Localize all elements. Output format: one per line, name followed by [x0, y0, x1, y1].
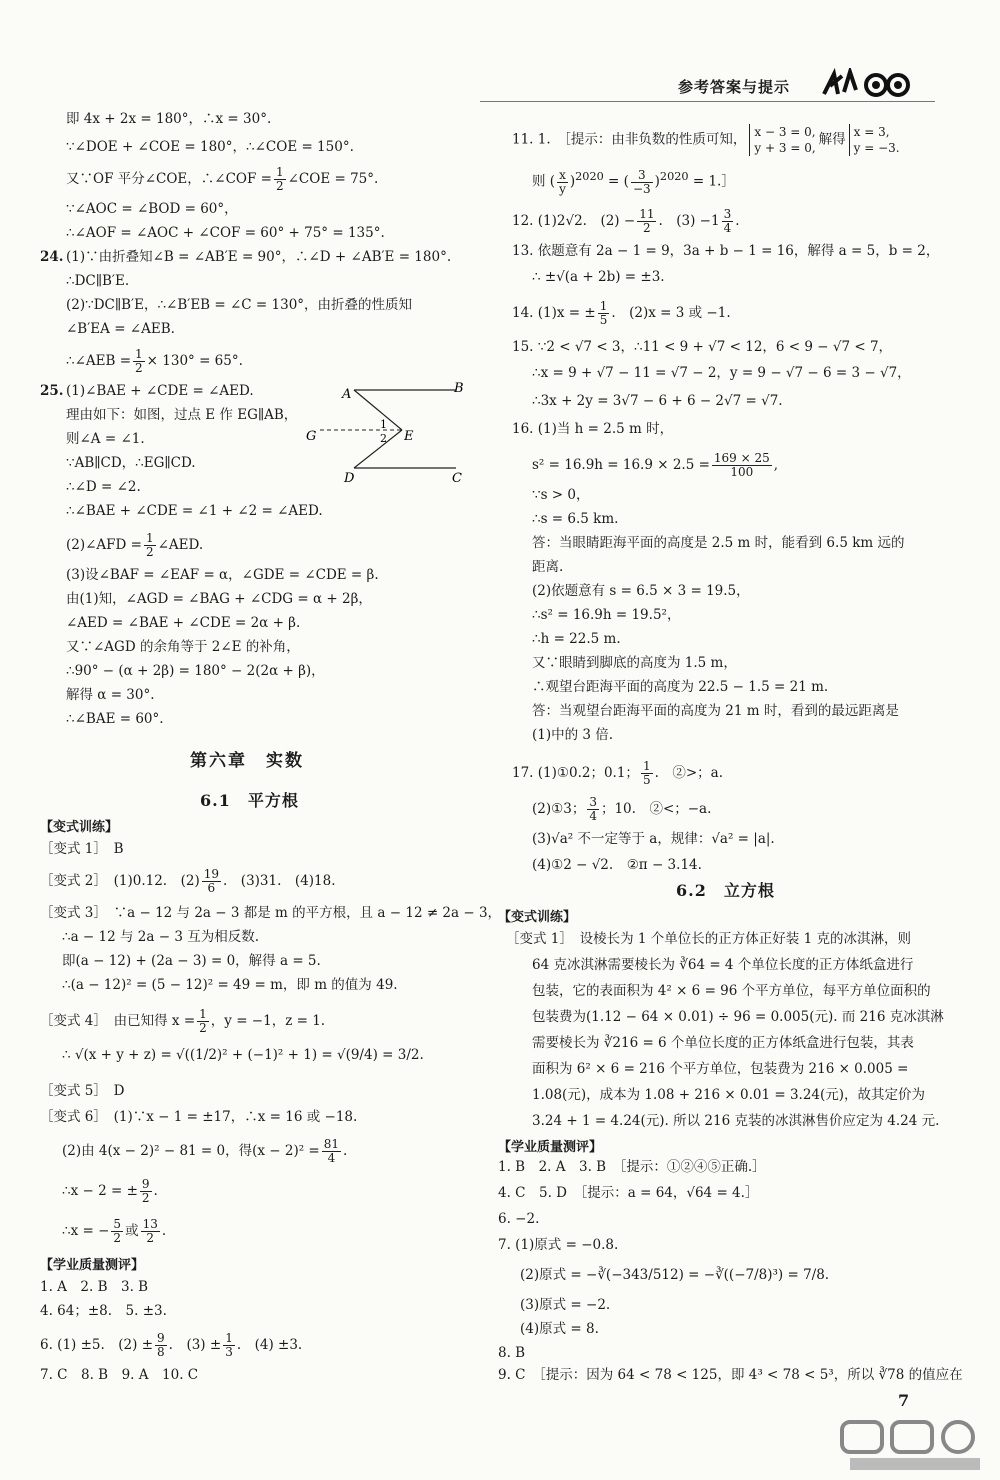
text-line: 1. A 2. B 3. B [40, 1279, 149, 1295]
fraction: $\frac{3}{4}$ [589, 795, 597, 823]
text-span: 解得 [818, 131, 846, 148]
fraction: $\frac{19}{6}$ [203, 867, 220, 895]
fraction: $\frac{1}{2}$ [199, 1007, 207, 1035]
text-line: 包装，它的表面积为 4² × 6 = 96 个平方单位，每平方单位面积的 [532, 983, 931, 999]
text-line: 需要棱长为 ∛216 = 6 个单位长度的正方体纸盒进行包装，其表 [532, 1035, 914, 1051]
text-line: ∵AB∥CD，∴EG∥CD. [66, 455, 196, 471]
brand-logo [820, 68, 912, 100]
text-line: ［变式 1］ B [40, 841, 124, 857]
fraction: $\frac{1}{3}$ [225, 1331, 233, 1359]
equation-system: x = 3, y = −3. [849, 124, 900, 156]
fraction: $\frac{169 \times 25}{100}$ [713, 451, 770, 479]
subsection-tag: 【学业质量测评】 [40, 1258, 145, 1273]
text-span: . (3) ± [168, 1337, 222, 1353]
line-ae [354, 390, 402, 430]
text-line [40, 1332, 302, 1359]
fraction: $\frac{1}{2}$ [275, 165, 284, 193]
text-line: 4. 64；±8. 5. ±3. [40, 1303, 167, 1319]
text-line: (1)中的 3 倍. [532, 727, 614, 743]
question-number: 25. [40, 383, 64, 399]
fraction: $\frac{9}{2}$ [141, 1177, 150, 1205]
text-line: (1)∠BAE + ∠CDE = ∠AED. [66, 383, 254, 399]
angle-2-label: 2 [380, 432, 387, 445]
fraction: $\frac{1}{2}$ [145, 531, 154, 559]
text-span: 17. (1)①0.2；0.1； [512, 765, 639, 781]
text-span: . (2)x = 3 或 −1. [611, 305, 731, 321]
text-line: 则∠A = ∠1. [66, 431, 145, 447]
subsection-tag: 【变式训练】 [40, 820, 119, 835]
header-rule [480, 101, 935, 102]
question-number: 24. [40, 249, 64, 265]
label-c: C [452, 471, 462, 486]
text-line: 又∵眼睛到脚底的高度为 1.5 m， [532, 655, 737, 671]
text-line: ∴DC∥B′E. [66, 273, 130, 289]
text-line: ∴∠BAE = 60°. [66, 711, 164, 727]
text-line: (2)原式 = −∛(−343/512) = −∛((−7/8)³) = 7/8. [520, 1267, 830, 1283]
subsection-tag: 【学业质量测评】 [498, 1140, 603, 1155]
text-line: ∴s² = 16.9h = 19.5²， [532, 607, 681, 623]
text-line: ∵s > 0， [532, 487, 590, 503]
label-e: E [404, 429, 414, 444]
text-line: 3.24 + 1 = 4.24(元). 所以 216 克装的冰淇淋售价应定为 4.24 元. [532, 1113, 940, 1129]
chapter-title: 第六章 实数 [190, 751, 304, 771]
text-line: 8. B [498, 1345, 526, 1361]
fraction: $\frac{81}{4}$ [323, 1137, 340, 1165]
text-line: (4)原式 = 8. [520, 1321, 599, 1337]
text-line [66, 166, 378, 193]
text-line: 7. C 8. B 9. A 10. C [40, 1367, 199, 1383]
watermark-logo [840, 1418, 990, 1474]
text-line [512, 760, 723, 787]
text-span: . (3)31. (4)18. [223, 873, 336, 889]
section-title: 6.1 平方根 [200, 791, 299, 810]
text-line: (4)①2 − √2. ②π − 3.14. [532, 857, 702, 873]
text-line: 答：当眼睛距海平面的高度是 2.5 m 时，能看到 6.5 km 远的 [532, 535, 905, 551]
text-line: ∴(a − 12)² = (5 − 12)² = 49 = m，即 m 的值为 49. [62, 977, 398, 993]
text-line: 由(1)知，∠AGD = ∠BAG + ∠CDG = α + 2β， [66, 591, 372, 607]
text-line: (3)原式 = −2. [520, 1297, 611, 1313]
text-line: 6. −2. [498, 1211, 540, 1227]
line-de [354, 430, 402, 468]
geometry-figure [298, 378, 468, 488]
text-span: ［变式 4］ 由已知得 x = [40, 1013, 196, 1029]
text-line: ∴x − 2 = ± $\frac{9}{2}$ . [62, 1177, 158, 1205]
text-span: 12. (1)2√2. (2) − [512, 213, 636, 229]
text-line: (2)由 4(x − 2)² − 81 = 0，得(x − 2)² = $\frac{81}{4}$ . [62, 1137, 348, 1165]
text-line: (3)√a² 不一定等于 a，规律：√a² = |a|. [532, 831, 775, 847]
text-span: ［变式 2］ (1)0.12. (2) [40, 873, 200, 889]
text-line: s² = 16.9h = 16.9 × 2.5 = $\frac{169 \times 25}{100}$ , [532, 451, 779, 479]
text-line: 16. (1)当 h = 2.5 m 时， [512, 421, 674, 437]
text-line: 包装费为(1.12 − 64 × 0.01) ÷ 96 = 0.005(元). 而 216 克冰淇淋 [532, 1009, 944, 1025]
fraction: $\frac{9}{8}$ [157, 1331, 165, 1359]
text-line: (2)∵DC∥B′E，∴∠B′EB = ∠C = 130°，由折叠的性质知 [66, 297, 413, 313]
text-line: 4. C 5. D ［提示：a = 64，√64 = 4.］ [498, 1185, 759, 1201]
subsection-tag: 【变式训练】 [498, 910, 577, 925]
text-line: 64 克冰淇淋需要棱长为 ∛64 = 4 个单位长度的正方体纸盒进行 [532, 957, 914, 973]
text-span: ，y = −1，z = 1. [210, 1013, 326, 1029]
text-line: 理由如下：如图，过点 E 作 EG∥AB， [66, 407, 298, 423]
text-line: 15. ∵2 < √7 < 3，∴11 < 9 + √7 < 12，6 < 9 − √7 < 7， [512, 339, 893, 355]
text-line: ［变式 3］ ∵a − 12 与 2a − 3 都是 m 的平方根，且 a − 12 ≠ 2a − 3， [40, 905, 502, 921]
text-line: 1.08(元)，成本为 1.08 + 216 × 0.01 = 3.24(元)，故其定价为 [532, 1087, 926, 1103]
text-line: ∴3x + 2y = 3√7 − 6 + 6 − 2√7 = √7. [532, 393, 783, 409]
section-title: 6.2 立方根 [676, 881, 775, 900]
text-line: 面积为 6² × 6 = 216 个平方单位，包装费为 216 × 0.005 = [532, 1061, 909, 1077]
text-line: ∴x = − $\frac{5}{2}$ 或 $\frac{13}{2}$ . [62, 1217, 167, 1245]
text-span: (2)∠AFD = [66, 537, 142, 553]
text-span: (2)①3； [532, 801, 586, 817]
text-line: ∴ ±√(a + 2b) = ±3. [532, 269, 665, 285]
text-line [512, 124, 903, 156]
text-line: 1. B 2. A 3. B ［提示：①②④⑤正确.］ [498, 1159, 766, 1175]
fraction: $\frac{3}{-3}$ [632, 167, 651, 196]
text-span: ∴∠AEB = [66, 353, 132, 369]
text-line: 又∵∠AGD 的余角等于 2∠E 的补角， [66, 639, 300, 655]
text-line: ∵∠DOE + ∠COE = 180°，∴∠COE = 150°. [66, 139, 354, 155]
text-line: ∴s = 6.5 km. [532, 511, 619, 527]
page-number: 7 [898, 1391, 910, 1410]
text-span: 则 [532, 173, 546, 190]
text-span: ∴x − 2 = ± [62, 1183, 138, 1199]
text-line [512, 300, 731, 327]
text-span: 6. (1) ±5. (2) ± [40, 1337, 154, 1353]
text-span: s² = 16.9h = 16.9 × 2.5 = [532, 457, 710, 473]
text-line: ∠AED = ∠BAE + ∠CDE = 2α + β. [66, 615, 301, 631]
fraction: $\frac{11}{2}$ [639, 207, 655, 235]
text-line: ∴∠BAE + ∠CDE = ∠1 + ∠2 = ∠AED. [66, 503, 323, 519]
text-line: 答：当观望台距海平面的高度为 21 m 时，看到的最远距离是 [532, 703, 899, 719]
text-span: ∴x = − [62, 1223, 110, 1239]
text-line: 7. (1)原式 = −0.8. [498, 1237, 619, 1253]
text-span: . (4) ±3. [236, 1337, 303, 1353]
text-span: ∠COE = 75°. [287, 171, 379, 187]
label-a: A [342, 387, 352, 402]
text-line [40, 868, 336, 895]
fraction: $\frac{x}{y}$ [559, 167, 566, 196]
text-span: (2)由 4(x − 2)² − 81 = 0，得(x − 2)² = [62, 1143, 320, 1159]
text-span: 14. (1)x = ± [512, 305, 596, 321]
page-header [672, 72, 932, 102]
fraction: $\frac{1}{5}$ [642, 759, 651, 787]
text-line: ∴h = 22.5 m. [532, 631, 621, 647]
text-line: ∴∠D = ∠2. [66, 479, 141, 495]
text-line: ［变式 1］ 设棱长为 1 个单位长的正方体正好装 1 克的冰淇淋，则 [506, 931, 911, 947]
text-span: 11. 1. ［提示：由非负数的性质可知， [512, 131, 747, 148]
text-line: 解得 α = 30°. [66, 687, 155, 703]
text-line [532, 796, 711, 823]
text-line: 距离. [532, 559, 564, 575]
text-line: ∴ √(x + y + z) = √((1/2)² + (−1)² + 1) = √(9/4) = 3/2. [62, 1047, 424, 1063]
text-span: ∠AED. [157, 537, 204, 553]
text-span: 或 [125, 1223, 139, 1239]
text-line: ∵∠AOC = ∠BOD = 60°， [66, 201, 238, 217]
text-line: 9. C ［提示：因为 64 < 78 < 125，即 4³ < 78 < 5³，所以 ∛78 的值应在 [498, 1367, 963, 1383]
equation-system: x − 3 = 0, y + 3 = 0, [749, 124, 815, 156]
fraction: $\frac{3}{4}$ [723, 207, 732, 235]
fraction: $\frac{1}{5}$ [599, 299, 608, 327]
text-line: (2)依题意有 s = 6.5 × 3 = 19.5， [532, 583, 750, 599]
text-span: = 1.］ [692, 173, 735, 190]
text-line: (1)∵由折叠知∠B = ∠AB′E = 90°，∴∠D + ∠AB′E = 180°. [66, 249, 452, 265]
text-line: ［变式 5］ D [40, 1083, 125, 1099]
text-line: (3)设∠BAF = ∠EAF = α，∠GDE = ∠CDE = β. [66, 567, 379, 583]
text-line: ∠B′EA = ∠AEB. [66, 321, 175, 337]
text-line [66, 532, 203, 559]
label-g: G [306, 429, 317, 444]
text-span: 又∵OF 平分∠COE，∴∠COF = [66, 171, 272, 187]
header-title: 参考答案与提示 [678, 78, 791, 96]
label-d: D [344, 471, 355, 486]
fraction: $\frac{13}{2}$ [142, 1217, 158, 1245]
text-line: 12. (1)2√2. (2) − $\frac{11}{2}$ . (3) −1 $\frac{3}{4}$ . [512, 207, 740, 235]
text-line [66, 348, 243, 375]
fraction: $\frac{1}{2}$ [135, 347, 143, 375]
text-line: ∴x = 9 + √7 − 11 = √7 − 2，y = 9 − √7 − 6 = 3 − √7， [532, 365, 911, 381]
fraction: $\frac{5}{2}$ [113, 1217, 122, 1245]
angle-1-label: 1 [380, 418, 387, 431]
label-b: B [454, 381, 464, 396]
text-span: × 130° = 65°. [146, 353, 243, 369]
text-line: 即 4x + 2x = 180°，∴x = 30°. [66, 111, 272, 127]
text-line: 即(a − 12) + (2a − 3) = 0，解得 a = 5. [62, 953, 321, 969]
text-line: ∴90° − (α + 2β) = 180° − 2(2α + β)， [66, 663, 325, 679]
text-line: ［变式 6］ (1)∵x − 1 = ±17，∴x = 16 或 −18. [40, 1109, 358, 1125]
text-line: 则 ( $\frac{x}{y}$ )$^{2020}$ = ( $\frac{3}{-3}$ )$^{2020}$ = 1.］ [532, 167, 735, 196]
text-line: ∴观望台距海平面的高度为 22.5 − 1.5 = 21 m. [532, 679, 829, 695]
text-line [40, 1008, 325, 1035]
text-line: 13. 依题意有 2a − 1 = 9，3a + b − 1 = 16，解得 a = 5，b = 2， [512, 243, 940, 259]
text-span: . (3) −1 [658, 213, 720, 229]
text-line: ∴∠AOF = ∠AOC + ∠COF = 60° + 75° = 135°. [66, 225, 385, 241]
text-line: ∴a − 12 与 2a − 3 互为相反数. [62, 929, 259, 945]
text-span: ；10. ②<；−a. [600, 801, 712, 817]
text-span: . ②>；a. [654, 765, 724, 781]
